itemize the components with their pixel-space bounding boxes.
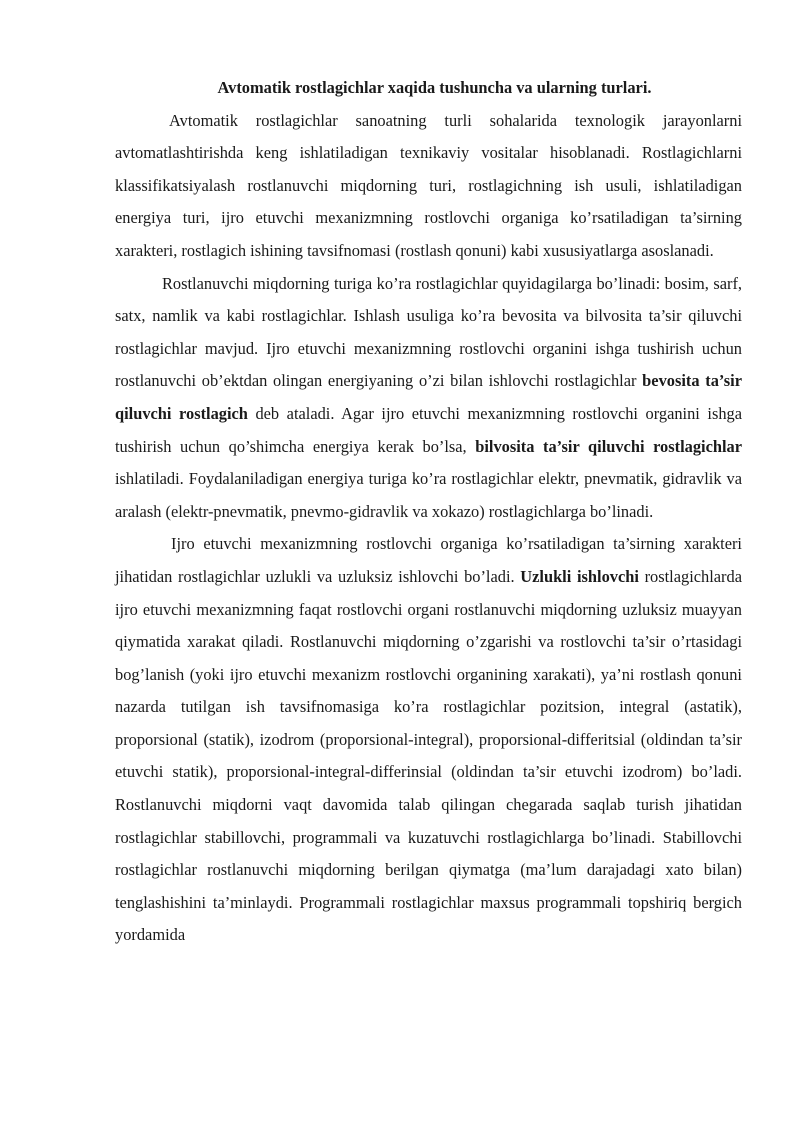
document-page <box>115 72 742 952</box>
paragraph-text: ishlatiladi. Foydalaniladigan energiya turiga ko’ra rostlagichlar elektr, pnevmatik, gidravlik va aralash (elektr-pnevmatik, pnevmo-gidravlik va xokazo) rostlagichlarga bo’linadi. <box>115 469 742 521</box>
document-title: Avtomatik rostlagichlar xaqida tushuncha va ularning turlari. <box>217 78 652 97</box>
paragraph-text: deb ataladi. Agar ijro etuvchi mexanizmning rostlovchi organini ishga tushirish uchun qo’shimcha energiya kerak bo’lsa, <box>115 403 742 456</box>
paragraph-intro: Avtomatik rostlagichlar sanoatning turli sohalarida texnologik jarayonlarni avtomatlashtirishda keng ishlatiladigan texnikaviy vositalar hisoblanadi. Rostlagichlarni klassifikatsiyalash rostlanuvchi miqdorning turi, rostlagichning ish usuli, ishlatiladigan energiya turi, ijro etuvchi mexanizmning rostlovchi organiga ko’rsatiladigan ta’sirning xarakteri, rostlagich ishining tavsifnomasi (rostlash qonuni) kabi xususiyatlarga asoslanadi. <box>115 110 742 260</box>
bold-term-direct-action: bevosita ta’sir qiluvchi rostlagich <box>115 371 742 423</box>
paragraph-text: Rostlanuvchi miqdorning turiga ko’ra rostlagichlar quyidagilarga bo’linadi: bosim, sarf, satx, namlik va kabi rostlagichlar. Ishlash usuliga ko’ra bevosita va bilvosita ta’sir qiluvchi rostlagichlar mavjud. Ijro etuvchi mexanizmning rostlovchi organini ishga tushirish uchun rostlanuvchi ob’ektdan olingan energiyaning o’zi bilan ishlovchi rostlagichlar <box>115 273 742 391</box>
bold-term-discontinuous: Uzlukli ishlovchi <box>520 566 639 586</box>
paragraph-text: Ijro etuvchi mexanizmning rostlovchi organiga ko’rsatiladigan ta’sirning xarakteri jihatidan rostlagichlar uzlukli va uzluksiz ishlovchi bo’ladi. <box>115 534 742 586</box>
paragraph-regulation-law <box>115 528 742 952</box>
paragraph-text: rostlagichlarda ijro etuvchi mexanizmning faqat rostlovchi organi rostlanuvchi miqdorning uzluksiz muayyan qiymatida xarakat qiladi. Rostlanuvchi miqdorning o’zgarishi va rostlovchi ta’sir o’rtasidagi bog’lanish (yoki ijro etuvchi mexanizm rostlovchi organining xarakati), ya’ni rostlash qonuni nazarda tutilgan ish tavsifnomasiga ko’ra rostlagichlar pozitsion, integral (astatik), proporsional (statik), izodrom (proporsional-integral), proporsional-differitsial (oldindan ta’sir etuvchi statik), proporsional-integral-differinsial (oldindan ta’sir etuvchi izodrom) bo’ladi. Rostlanuvchi miqdorni vaqt davomida talab qilingan chegarada saqlab turish jihatidan rostlagichlar stabillovchi, programmali va kuzatuvchi rostlagichlarga bo’linadi. Stabillovchi rostlagichlar rostlanuvchi miqdorning berilgan qiymatga (ma’lum darajadagi xato bilan) tenglashishini ta’minlaydi. Programmali rostlagichlar maxsus programmali topshiriq bergich yordamida <box>115 566 742 945</box>
bold-term-indirect-action: bilvosita ta’sir qiluvchi rostlagichlar <box>475 436 743 456</box>
paragraph-classification <box>115 268 742 529</box>
